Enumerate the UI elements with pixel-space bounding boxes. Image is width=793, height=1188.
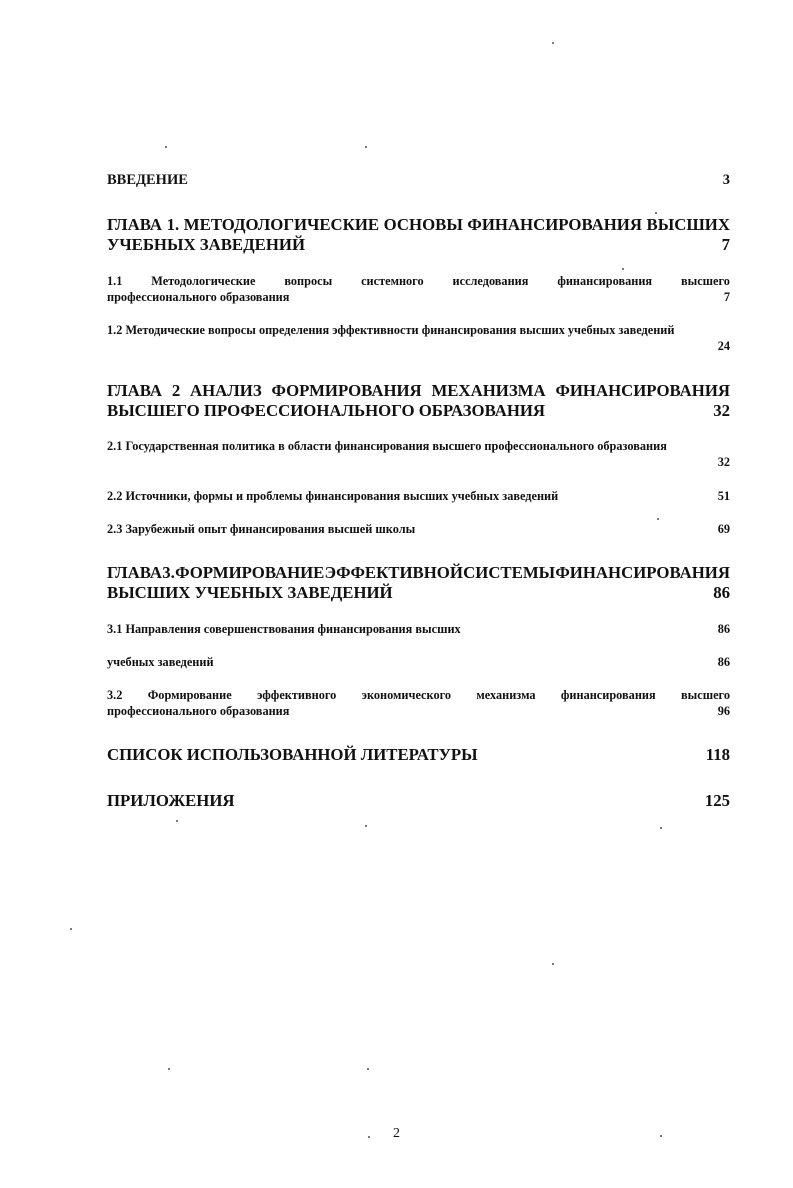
- scan-speck: [655, 212, 657, 214]
- toc-entry-section-2-3: [107, 521, 730, 537]
- toc-entry-appendices: [107, 791, 730, 811]
- scan-speck: [70, 928, 72, 930]
- entry-page: 32: [713, 401, 730, 420]
- entry-title: СПИСОК ИСПОЛЬЗОВАННОЙ ЛИТЕРАТУРЫ: [107, 745, 478, 764]
- entry-page: 69: [717, 522, 730, 536]
- entry-page: 3: [722, 172, 730, 188]
- toc-entry-section-2-1: [107, 438, 730, 470]
- scan-speck: [657, 518, 659, 520]
- toc-entry-section-3-2: [107, 687, 730, 719]
- toc-entry-chapter-1: [107, 215, 730, 255]
- entry-title-line-1: 3.2 Формирование эффективного экономического механизма финансирования высшего: [107, 688, 730, 702]
- entry-page: 86: [717, 622, 730, 636]
- entry-title: 3.1 Направления совершенствования финансирования высших: [107, 622, 461, 636]
- entry-title: учебных заведений: [107, 655, 214, 669]
- entry-page: 32: [717, 455, 730, 469]
- entry-title-line-1: 2.1 Государственная политика в области финансирования высшего профессионального образования: [107, 439, 667, 453]
- toc-entry-section-2-2: [107, 488, 730, 504]
- scan-speck: [660, 827, 662, 829]
- entry-title: ПРИЛОЖЕНИЯ: [107, 791, 235, 810]
- toc-entry-references: [107, 745, 730, 765]
- scan-speck: [660, 1135, 662, 1137]
- entry-title-line-2: ВЫСШИХ УЧЕБНЫХ ЗАВЕДЕНИЙ 86: [107, 583, 730, 602]
- scan-speck: [552, 963, 554, 965]
- toc-entry-chapter-2: [107, 381, 730, 421]
- entry-title-line-1: ГЛАВА 2 АНАЛИЗ ФОРМИРОВАНИЯ МЕХАНИЗМА ФИНАНСИРОВАНИЯ: [107, 381, 730, 400]
- entry-title: 2.3 Зарубежный опыт финансирования высшей школы: [107, 522, 416, 536]
- entry-page: 7: [723, 290, 730, 304]
- scan-speck: [176, 820, 178, 822]
- toc-entry-section-1-1: [107, 273, 730, 305]
- entry-title-line-1: ГЛАВА 3. ФОРМИРОВАНИЕ ЭФФЕКТИВНОЙ СИСТЕМЫ ФИНАНСИРОВАНИЯ: [107, 563, 730, 582]
- entry-title-line-2: профессионального образования 96: [107, 704, 730, 718]
- toc-entry-section-3-1: [107, 621, 730, 637]
- entry-page: 118: [705, 745, 730, 764]
- entry-title-line-2: УЧЕБНЫХ ЗАВЕДЕНИЙ 7: [107, 235, 730, 254]
- scan-speck: [367, 1068, 369, 1070]
- entry-page: 24: [717, 339, 730, 353]
- entry-title-line-1: 1.1 Методологические вопросы системного исследования финансирования высшего: [107, 274, 730, 288]
- scan-speck: [622, 268, 624, 270]
- scan-speck: [552, 42, 554, 44]
- entry-title-line-2: ВЫСШЕГО ПРОФЕССИОНАЛЬНОГО ОБРАЗОВАНИЯ 32: [107, 401, 730, 420]
- scan-speck: [165, 146, 167, 148]
- entry-title: 2.2 Источники, формы и проблемы финансирования высших учебных заведений: [107, 489, 559, 503]
- scan-speck: [368, 1136, 370, 1138]
- entry-title-line-1: ГЛАВА 1. МЕТОДОЛОГИЧЕСКИЕ ОСНОВЫ ФИНАНСИРОВАНИЯ ВЫСШИХ: [107, 215, 730, 234]
- toc-entry-introduction: [107, 172, 730, 189]
- entry-page: 125: [704, 791, 730, 810]
- entry-page: 86: [717, 655, 730, 669]
- entry-title-line-1: 1.2 Методические вопросы определения эффективности финансирования высших учебных заведений: [107, 323, 675, 337]
- toc-entry-section-3-1-continued: [107, 654, 730, 670]
- toc-entry-section-1-2: [107, 322, 730, 354]
- page-number: 2: [393, 1126, 400, 1141]
- scan-speck: [365, 825, 367, 827]
- entry-page: 86: [713, 583, 730, 602]
- entry-title: ВВЕДЕНИЕ: [107, 172, 188, 188]
- entry-page: 96: [717, 704, 730, 718]
- entry-title-line-2: профессионального образования 7: [107, 290, 730, 304]
- entry-page: 51: [717, 489, 730, 503]
- scan-speck: [168, 1068, 170, 1070]
- scan-speck: [365, 146, 367, 148]
- toc-entry-chapter-3: [107, 563, 730, 603]
- entry-page: 7: [721, 235, 730, 254]
